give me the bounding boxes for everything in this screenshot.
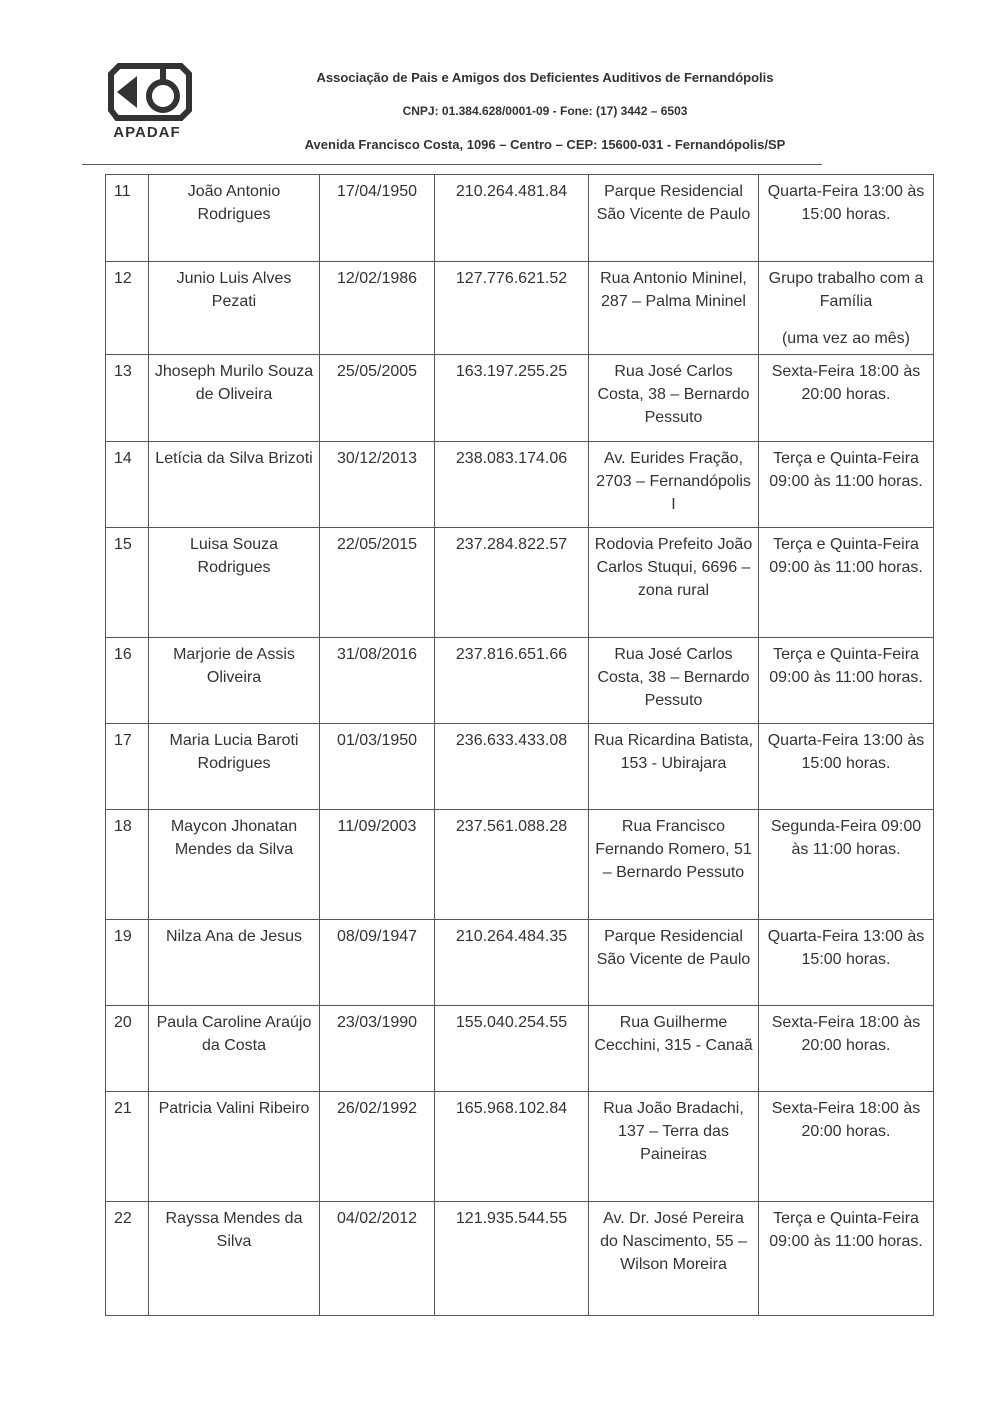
row-number: 11 (106, 175, 149, 262)
document-number: 237.284.822.57 (435, 528, 589, 638)
header-divider (82, 164, 822, 165)
member-address: Parque Residencial São Vicente de Paulo (589, 920, 759, 1006)
schedule: Terça e Quinta-Feira 09:00 às 11:00 horas. (759, 1202, 934, 1316)
birth-date: 01/03/1950 (320, 724, 435, 810)
row-number: 21 (106, 1092, 149, 1202)
birth-date: 08/09/1947 (320, 920, 435, 1006)
schedule-note: (uma vez ao mês) (781, 330, 911, 347)
member-name: Luisa Souza Rodrigues (149, 528, 320, 638)
document-number: 210.264.484.35 (435, 920, 589, 1006)
member-name: Maycon Jhonatan Mendes da Silva (149, 810, 320, 920)
member-name: Patricia Valini Ribeiro (149, 1092, 320, 1202)
document-number: 236.633.433.08 (435, 724, 589, 810)
member-name: Letícia da Silva Brizoti (149, 442, 320, 528)
organization-contact: CNPJ: 01.384.628/0001-09 - Fone: (17) 3442 – 6503 (402, 104, 688, 118)
member-address: Rua João Bradachi, 137 – Terra das Paineiras (589, 1092, 759, 1202)
table-row (106, 1092, 934, 1202)
table-row (106, 175, 934, 262)
member-address: Rua Ricardina Batista, 153 - Ubirajara (589, 724, 759, 810)
birth-date: 26/02/1992 (320, 1092, 435, 1202)
member-address: Av. Eurides Fração, 2703 – Fernandópolis I (589, 442, 759, 528)
birth-date: 31/08/2016 (320, 638, 435, 724)
table-row (106, 724, 934, 810)
member-name: João Antonio Rodrigues (149, 175, 320, 262)
schedule: Terça e Quinta-Feira 09:00 às 11:00 horas. (759, 442, 934, 528)
document-number: 155.040.254.55 (435, 1006, 589, 1092)
member-address: Parque Residencial São Vicente de Paulo (589, 175, 759, 262)
row-number: 18 (106, 810, 149, 920)
schedule: Terça e Quinta-Feira 09:00 às 11:00 horas. (759, 528, 934, 638)
row-number: 12 (106, 262, 149, 355)
table-row (106, 920, 934, 1006)
member-address: Rua Francisco Fernando Romero, 51 – Bernardo Pessuto (589, 810, 759, 920)
table-row (106, 810, 934, 920)
organization-name: Associação de Pais e Amigos dos Deficientes Auditivos de Fernandópolis (316, 70, 774, 85)
row-number: 20 (106, 1006, 149, 1092)
birth-date: 12/02/1986 (320, 262, 435, 355)
row-number: 13 (106, 355, 149, 442)
table-row (106, 355, 934, 442)
schedule: Sexta-Feira 18:00 às 20:00 horas. (759, 1006, 934, 1092)
document-number: 237.816.651.66 (435, 638, 589, 724)
document-number: 210.264.481.84 (435, 175, 589, 262)
document-number: 237.561.088.28 (435, 810, 589, 920)
schedule: Terça e Quinta-Feira 09:00 às 11:00 horas. (759, 638, 934, 724)
table-row (106, 638, 934, 724)
row-number: 17 (106, 724, 149, 810)
row-number: 19 (106, 920, 149, 1006)
member-address: Rodovia Prefeito João Carlos Stuqui, 6696 – zona rural (589, 528, 759, 638)
document-number: 165.968.102.84 (435, 1092, 589, 1202)
schedule: Sexta-Feira 18:00 às 20:00 horas. (759, 355, 934, 442)
birth-date: 30/12/2013 (320, 442, 435, 528)
table-row (106, 528, 934, 638)
birth-date: 23/03/1990 (320, 1006, 435, 1092)
organization-address: Avenida Francisco Costa, 1096 – Centro – CEP: 15600-031 - Fernandópolis/SP (304, 137, 786, 152)
member-name: Paula Caroline Araújo da Costa (149, 1006, 320, 1092)
table-row (106, 1202, 934, 1316)
schedule: Quarta-Feira 13:00 às 15:00 horas. (759, 920, 934, 1006)
row-number: 15 (106, 528, 149, 638)
table-row (106, 262, 934, 355)
schedule: Sexta-Feira 18:00 às 20:00 horas. (759, 1092, 934, 1202)
members-table (105, 174, 934, 1316)
birth-date: 17/04/1950 (320, 175, 435, 262)
member-name: Junio Luis Alves Pezati (149, 262, 320, 355)
table-row (106, 442, 934, 528)
document-number: 163.197.255.25 (435, 355, 589, 442)
document-number: 127.776.621.52 (435, 262, 589, 355)
document-number: 238.083.174.06 (435, 442, 589, 528)
member-address: Rua Antonio Mininel, 287 – Palma Mininel (589, 262, 759, 355)
member-name: Maria Lucia Baroti Rodrigues (149, 724, 320, 810)
table-row (106, 1006, 934, 1092)
member-address: Rua José Carlos Costa, 38 – Bernardo Pessuto (589, 638, 759, 724)
row-number: 14 (106, 442, 149, 528)
member-name: Nilza Ana de Jesus (149, 920, 320, 1006)
document-number: 121.935.544.55 (435, 1202, 589, 1316)
member-name: Rayssa Mendes da Silva (149, 1202, 320, 1316)
row-number: 22 (106, 1202, 149, 1316)
member-address: Rua José Carlos Costa, 38 – Bernardo Pessuto (589, 355, 759, 442)
member-address: Av. Dr. José Pereira do Nascimento, 55 – Wilson Moreira (589, 1202, 759, 1316)
logo-text: APADAF (113, 124, 181, 141)
schedule: Quarta-Feira 13:00 às 15:00 horas. (759, 724, 934, 810)
schedule: Segunda-Feira 09:00 às 11:00 horas. (759, 810, 934, 920)
member-address: Rua Guilherme Cecchini, 315 - Canaã (589, 1006, 759, 1092)
member-name: Marjorie de Assis Oliveira (149, 638, 320, 724)
birth-date: 04/02/2012 (320, 1202, 435, 1316)
birth-date: 22/05/2015 (320, 528, 435, 638)
birth-date: 25/05/2005 (320, 355, 435, 442)
schedule (759, 262, 934, 355)
row-number: 16 (106, 638, 149, 724)
birth-date: 11/09/2003 (320, 810, 435, 920)
schedule-text: Grupo trabalho com a Família (768, 270, 924, 310)
schedule: Quarta-Feira 13:00 às 15:00 horas. (759, 175, 934, 262)
member-name: Jhoseph Murilo Souza de Oliveira (149, 355, 320, 442)
